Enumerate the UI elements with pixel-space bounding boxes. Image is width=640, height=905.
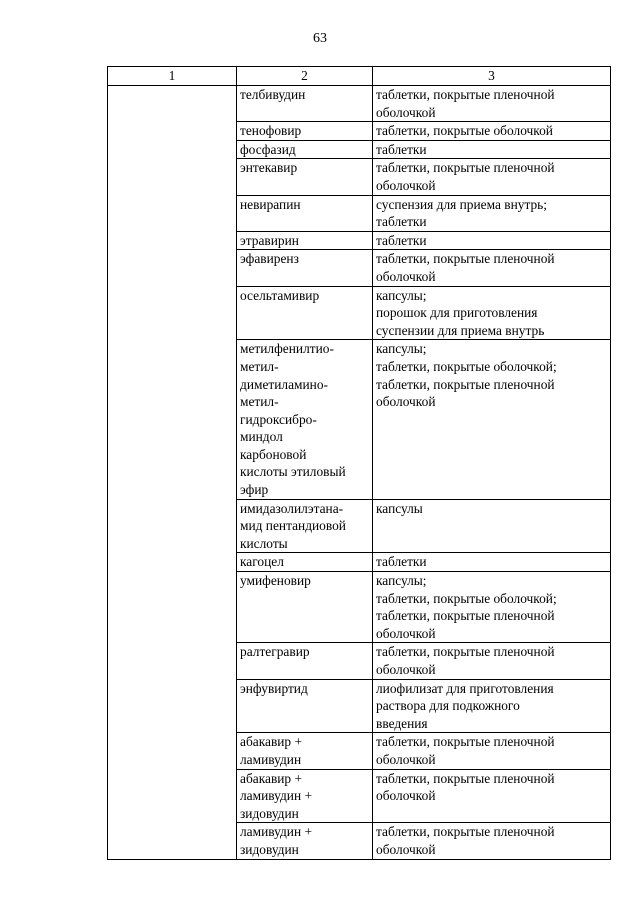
header-col-1: 1	[108, 67, 237, 86]
drug-name-cell: энтекавир	[237, 159, 373, 195]
dosage-form-cell: таблетки	[373, 140, 611, 159]
dosage-form-cell: таблетки, покрытые пленочной оболочкой	[373, 159, 611, 195]
dosage-form-cell: капсулы	[373, 499, 611, 553]
dosage-form-cell: лиофилизат для приготовления раствора для подкожного введения	[373, 679, 611, 733]
dosage-form-cell: капсулы; таблетки, покрытые оболочкой; таблетки, покрытые пленочной оболочкой	[373, 340, 611, 499]
dosage-form-cell: таблетки, покрытые пленочной оболочкой	[373, 86, 611, 122]
dosage-form-cell: таблетки, покрытые оболочкой	[373, 122, 611, 141]
drug-name-cell: ламивудин + зидовудин	[237, 823, 373, 859]
dosage-form-cell: таблетки	[373, 553, 611, 572]
drug-name-cell: этравирин	[237, 231, 373, 250]
drug-name-cell: энфувиртид	[237, 679, 373, 733]
drug-name-cell: имидазолилэтана- мид пентандиовой кислоты	[237, 499, 373, 553]
dosage-form-cell: таблетки, покрытые пленочной оболочкой	[373, 823, 611, 859]
header-col-3: 3	[373, 67, 611, 86]
dosage-form-cell: капсулы; порошок для приготовления суспензии для приема внутрь	[373, 286, 611, 340]
drug-name-cell: фосфазид	[237, 140, 373, 159]
page-number: 63	[313, 31, 327, 46]
table-body	[108, 86, 611, 860]
drug-name-cell: невирапин	[237, 195, 373, 231]
drug-name-cell: кагоцел	[237, 553, 373, 572]
drug-name-cell: метилфенилтио- метил- диметиламино- метил- гидроксибро- миндол карбоновой кислоты этиловый эфир	[237, 340, 373, 499]
group-cell	[108, 86, 237, 860]
drug-name-cell: абакавир + ламивудин	[237, 733, 373, 769]
table-header	[108, 67, 611, 86]
dosage-form-cell: капсулы; таблетки, покрытые оболочкой; таблетки, покрытые пленочной оболочкой	[373, 572, 611, 643]
dosage-form-cell: таблетки, покрытые пленочной оболочкой	[373, 733, 611, 769]
drug-table	[107, 66, 611, 860]
dosage-form-cell: суспензия для приема внутрь; таблетки	[373, 195, 611, 231]
drug-name-cell: тенофовир	[237, 122, 373, 141]
dosage-form-cell: таблетки	[373, 231, 611, 250]
drug-name-cell: телбивудин	[237, 86, 373, 122]
header-row	[108, 67, 611, 86]
table-row	[108, 86, 611, 122]
dosage-form-cell: таблетки, покрытые пленочной оболочкой	[373, 250, 611, 286]
dosage-form-cell: таблетки, покрытые пленочной оболочкой	[373, 769, 611, 823]
drug-name-cell: умифеновир	[237, 572, 373, 643]
dosage-form-cell: таблетки, покрытые пленочной оболочкой	[373, 643, 611, 679]
header-col-2: 2	[237, 67, 373, 86]
drug-name-cell: ралтегравир	[237, 643, 373, 679]
drug-name-cell: абакавир + ламивудин + зидовудин	[237, 769, 373, 823]
drug-name-cell: эфавиренз	[237, 250, 373, 286]
drug-name-cell: осельтамивир	[237, 286, 373, 340]
